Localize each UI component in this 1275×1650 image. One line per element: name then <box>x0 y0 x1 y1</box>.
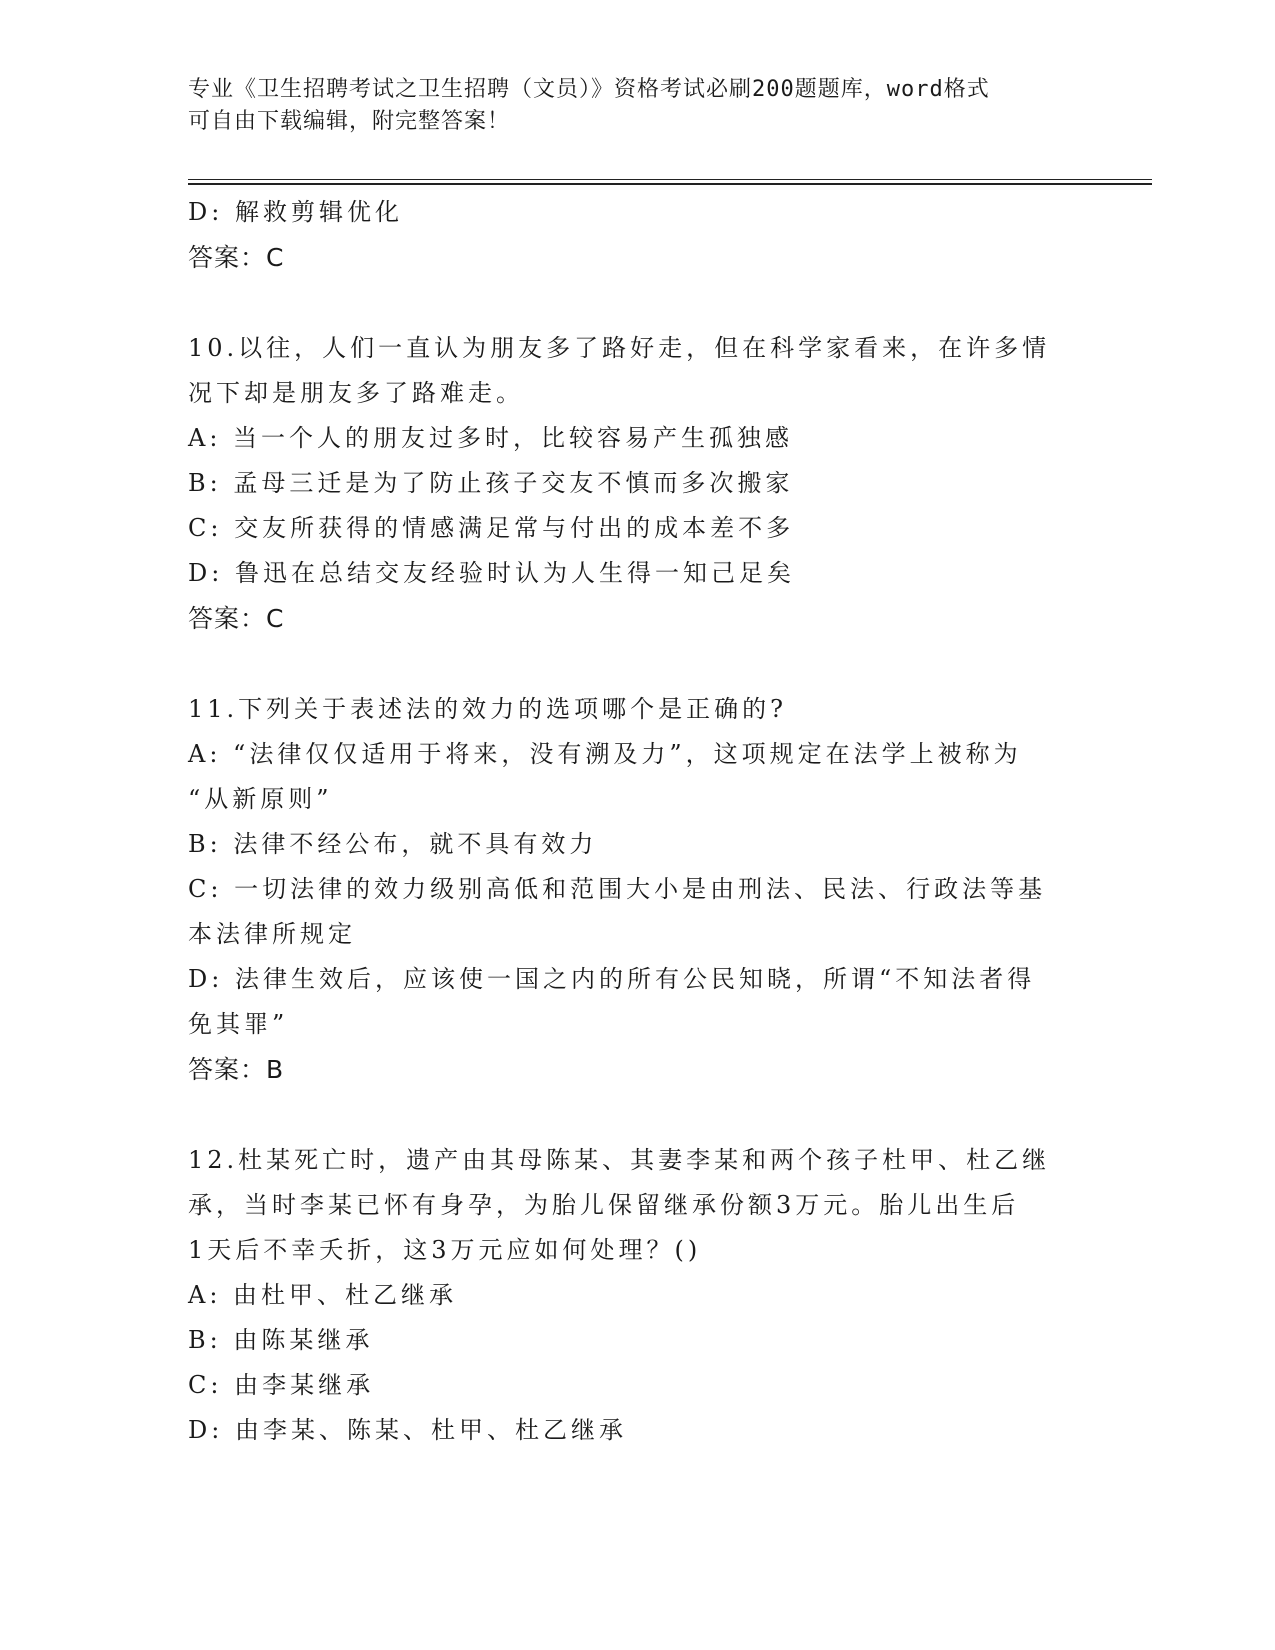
option-d: D: 法律生效后，应该使一国之内的所有公民知晓，所谓“不知法者得 <box>188 965 1036 993</box>
option-d: D: 解救剪辑优化 <box>188 198 403 226</box>
option-a: A: 当一个人的朋友过多时，比较容易产生孤独感 <box>188 424 794 452</box>
spacer <box>188 642 1088 687</box>
question-11 <box>188 687 1088 1093</box>
option-c: C: 交友所获得的情感满足常与付出的成本差不多 <box>188 514 795 542</box>
option-a: A: “法律仅仅适用于将来，没有溯及力”，这项规定在法学上被称为 <box>188 740 1022 768</box>
question-stem: 承，当时李某已怀有身孕，为胎儿保留继承份额3万元。胎儿出生后 <box>188 1191 1020 1219</box>
question-stem: 10.以往，人们一直认为朋友多了路好走，但在科学家看来，在许多情 <box>188 334 1051 362</box>
header-line-2: 可自由下载编辑，附完整答案！ <box>188 109 511 134</box>
option-c: C: 由李某继承 <box>188 1371 375 1399</box>
page-header <box>188 74 1068 138</box>
option-b: B: 由陈某继承 <box>188 1326 374 1354</box>
answer-line: 答案：C <box>188 604 285 633</box>
question-stem: 1天后不幸夭折，这3万元应如何处理？() <box>188 1236 702 1264</box>
header-rule-thick <box>188 183 1152 185</box>
header-line-1: 专业《卫生招聘考试之卫生招聘（文员）》资格考试必刷200题题库，word格式 <box>188 77 990 102</box>
question-stem: 12.杜某死亡时，遗产由其母陈某、其妻李某和两个孩子杜甲、杜乙继 <box>188 1146 1051 1174</box>
spacer <box>188 1093 1088 1138</box>
previous-question-tail <box>188 190 1088 281</box>
option-d: D: 鲁迅在总结交友经验时认为人生得一知己足矣 <box>188 559 795 587</box>
header-rule-thin <box>188 179 1152 180</box>
answer-line: 答案：B <box>188 1055 285 1084</box>
option-d: D: 由李某、陈某、杜甲、杜乙继承 <box>188 1416 627 1444</box>
spacer <box>188 281 1088 326</box>
option-d-continued: 免其罪” <box>188 1010 289 1038</box>
answer-line: 答案：C <box>188 243 285 272</box>
option-c: C: 一切法律的效力级别高低和范围大小是由刑法、民法、行政法等基 <box>188 875 1047 903</box>
option-c-continued: 本法律所规定 <box>188 920 356 948</box>
option-b: B: 孟母三迁是为了防止孩子交友不慎而多次搬家 <box>188 469 794 497</box>
option-a-continued: “从新原则” <box>188 785 333 813</box>
option-a: A: 由杜甲、杜乙继承 <box>188 1281 458 1309</box>
question-content <box>188 190 1088 1453</box>
question-10 <box>188 326 1088 642</box>
question-stem: 11.下列关于表述法的效力的选项哪个是正确的? <box>188 695 788 723</box>
option-b: B: 法律不经公布，就不具有效力 <box>188 830 598 858</box>
question-12 <box>188 1138 1088 1453</box>
question-stem: 况下却是朋友多了路难走。 <box>188 379 524 407</box>
